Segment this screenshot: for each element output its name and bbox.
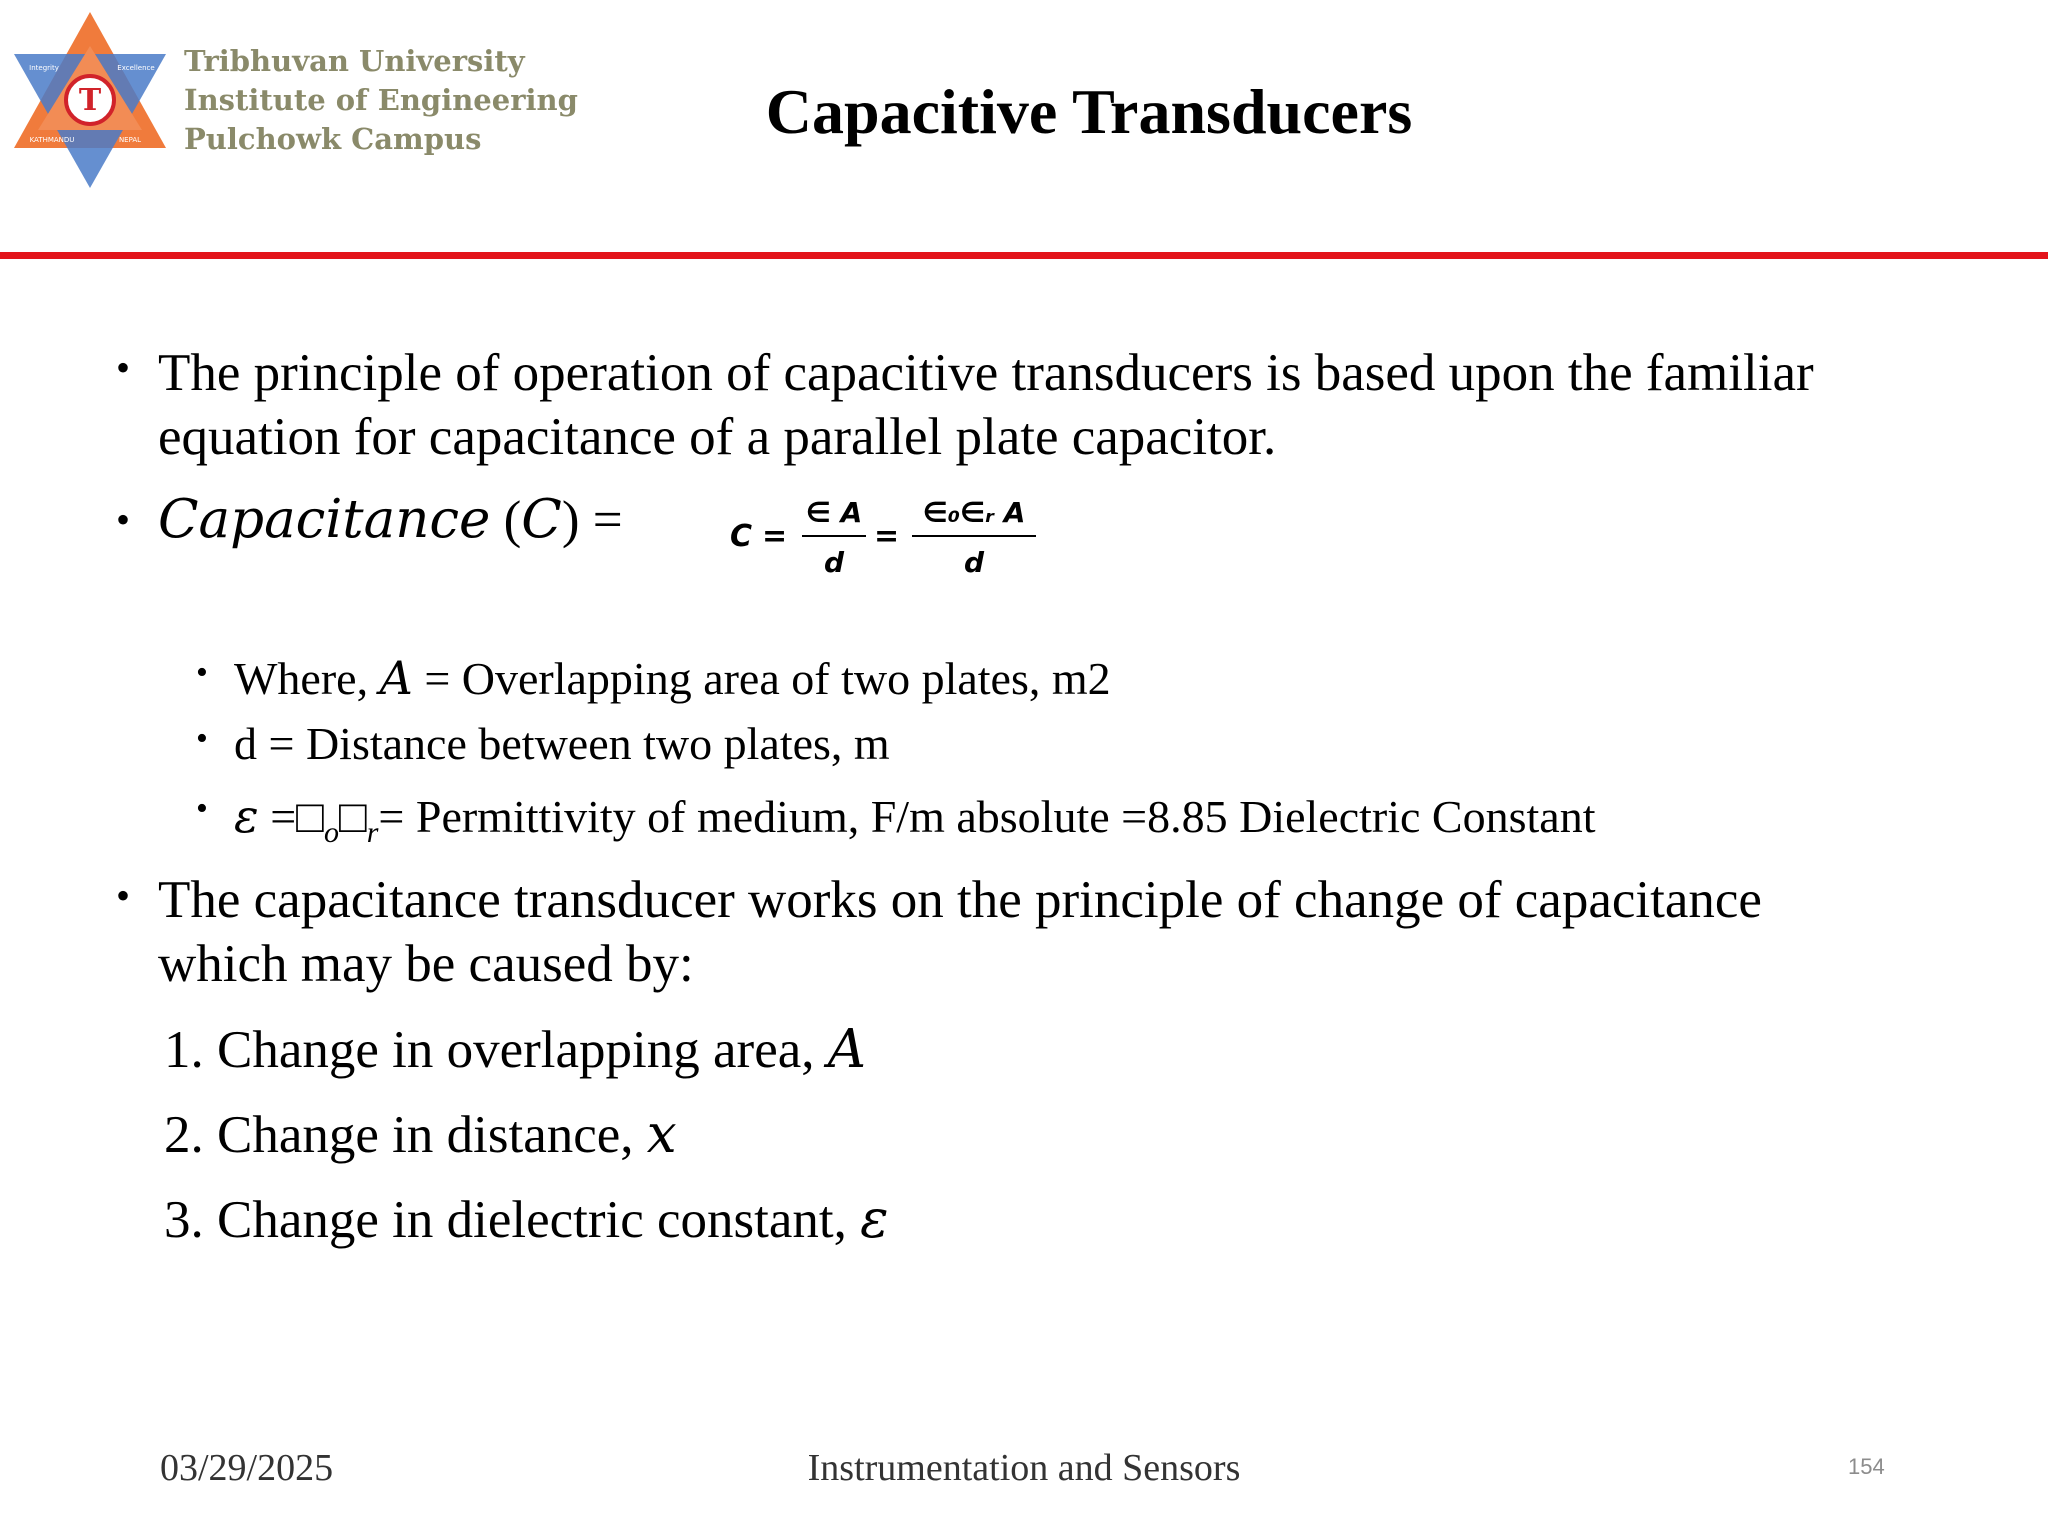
institution-line-2: Institute of Engineering (184, 83, 578, 117)
logo-text-top-left: Integrity (29, 64, 59, 72)
capacitance-var: C (521, 489, 562, 550)
list-item-distance (164, 1103, 677, 1167)
footer-date: 03/29/2025 (160, 1447, 334, 1489)
list-item-text: 2. Change in distance, (164, 1106, 647, 1164)
missing-glyph-1: □ (296, 791, 324, 842)
institution-line-3: Pulchowk Campus (184, 122, 482, 156)
permittivity-text: = Permittivity of medium, F/m absolute =8.85 Dielectric Constant (378, 791, 1596, 842)
formula-equals-1: = (762, 519, 788, 554)
list-item-var: A (827, 1019, 867, 1080)
missing-glyph-2: □ (338, 791, 367, 842)
list-item-dielectric (164, 1188, 889, 1252)
permittivity-var: ε (234, 789, 259, 843)
area-prefix: Where, (234, 653, 380, 704)
area-definition (234, 648, 1934, 709)
list-item-text: 3. Change in dielectric constant, (164, 1191, 861, 1249)
formula-frac1-num: ∈ A (805, 496, 863, 529)
footer-course: Instrumentation and Sensors (807, 1447, 1241, 1489)
principle-bullet: The principle of operation of capacitive transducers is based upon the familiar equation for capacitance of a parallel plate capacitor. (158, 344, 1814, 466)
sub-bullet-marker: • (196, 654, 208, 691)
capacitance-formula (726, 494, 1046, 594)
formula-lhs: C (730, 519, 753, 554)
formula-frac2-den: d (963, 546, 985, 579)
list-item-text: 1. Change in overlapping area, (164, 1021, 828, 1079)
slide-title: Capacitive Transducers (765, 76, 1413, 147)
logo-text-bottom-left: KATHMANDU (29, 136, 75, 144)
bullet-marker: • (116, 497, 131, 542)
area-var: A (379, 651, 413, 705)
logo-letter: T (78, 83, 102, 118)
sub-bullet-marker: • (196, 790, 208, 827)
bullet-marker: • (116, 873, 131, 918)
list-item-var: ε (860, 1189, 889, 1250)
permittivity-definition (234, 786, 1934, 863)
capacitance-equals: = (579, 491, 623, 549)
sub-r: r (366, 816, 379, 849)
page-number: 154 (1848, 1454, 1885, 1479)
principle-change-bullet: The capacitance transducer works on the principle of change of capacitance which may be caused by: (158, 871, 1762, 993)
header-divider (0, 252, 2048, 259)
permittivity-eq: = (258, 791, 297, 842)
logo-text-bottom-right: NEPAL (118, 136, 142, 144)
formula-frac2-num: ∈₀∈ᵣ A (922, 496, 1026, 529)
formula-equals-2: = (874, 519, 900, 554)
bullet-marker: • (116, 345, 131, 390)
area-text: = Overlapping area of two plates, m2 (412, 653, 1111, 704)
list-item-var: x (646, 1104, 677, 1165)
capacitance-paren-open: ( (503, 491, 522, 549)
list-item-area (164, 1018, 866, 1082)
formula-frac1-den: d (823, 546, 845, 579)
sub-bullet-marker: • (196, 720, 208, 757)
logo-text-top-right: Excellence (117, 64, 155, 72)
capacitance-paren-close: ) (561, 491, 580, 549)
institution-line-1: Tribhuvan University (184, 44, 525, 78)
distance-definition: d = Distance between two plates, m (234, 718, 890, 769)
sub-o: o (323, 816, 339, 849)
capacitance-word: Capacitance (158, 489, 491, 550)
